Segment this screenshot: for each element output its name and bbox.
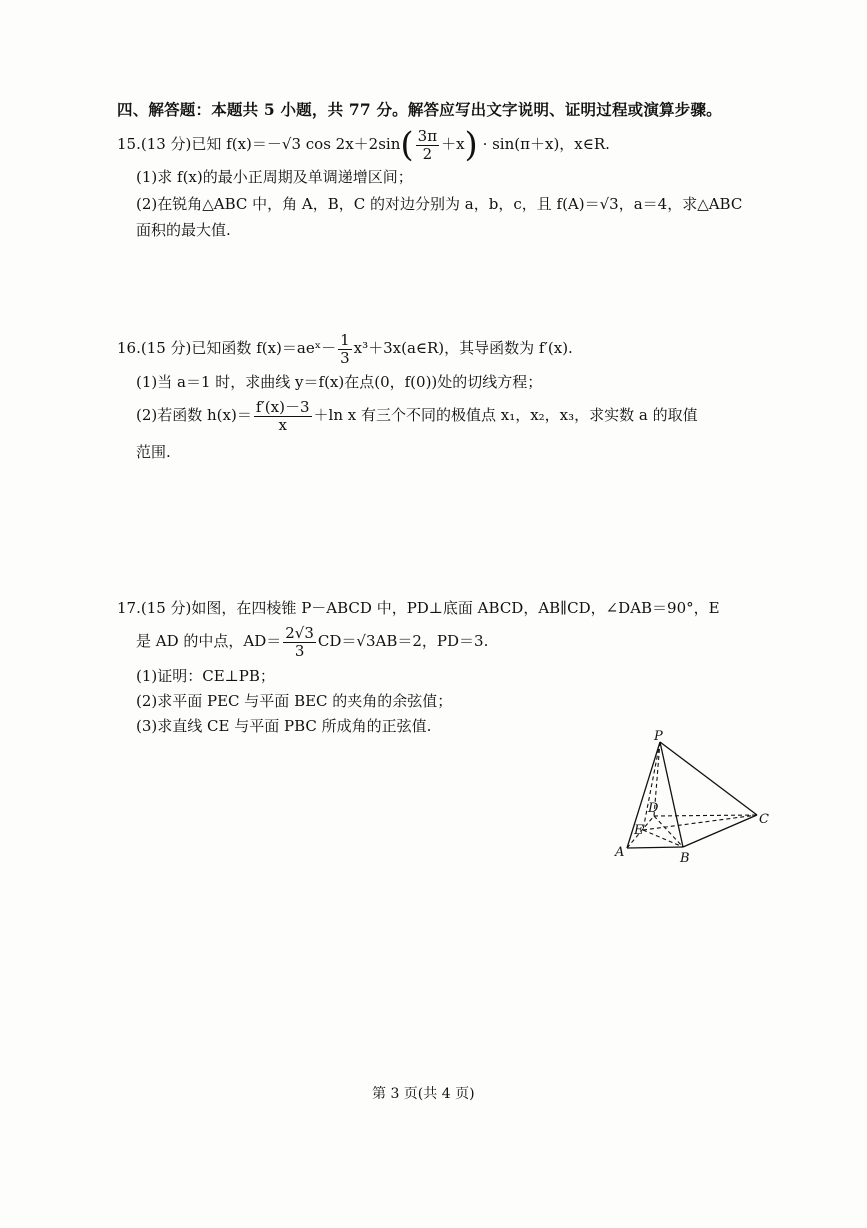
q17-stem-l2a: 是 AD 的中点，AD＝ — [136, 632, 282, 650]
q16-part2-line1 — [136, 399, 698, 433]
q15-frac-num: 3π — [417, 127, 438, 145]
q15-part2-line1: (2)在锐角△ABC 中，角 A，B，C 的对边分别为 a，b，c，且 f(A)＝√3，a＝4，求△ABC — [136, 195, 743, 213]
edge-PE — [643, 742, 660, 830]
label-A: A — [615, 845, 625, 860]
label-B: B — [680, 851, 690, 866]
edge-AB — [627, 847, 683, 848]
q16-stem-a: 已知函数 f(x)＝aeˣ－ — [191, 339, 337, 357]
q17-part3: (3)求直线 CE 与平面 PBC 所成角的正弦值. — [136, 717, 432, 735]
q16-frac-num: 1 — [340, 331, 350, 349]
edge-DC — [654, 815, 757, 816]
q16-part1: (1)当 a＝1 时，求曲线 y＝f(x)在点(0，f(0))处的切线方程； — [136, 373, 543, 391]
edge-PB — [660, 742, 683, 847]
edge-PA — [627, 742, 660, 848]
q16-part2-a: (2)若函数 h(x)＝ — [136, 406, 252, 424]
q17-frac-den: 3 — [294, 641, 305, 660]
page-footer: 第 3 页(共 4 页) — [372, 1086, 475, 1102]
q16-stem-b: x³＋3x(a∈R)，其导函数为 f′(x). — [353, 339, 573, 357]
label-P: P — [654, 729, 663, 744]
q16-part2-fraction — [254, 399, 312, 433]
q17-stem-l1: 如图，在四棱锥 P－ABCD 中，PD⊥底面 ABCD，AB∥CD，∠DAB＝90°，E — [191, 599, 720, 617]
q15-left-paren: ( — [400, 125, 414, 165]
q16-fraction — [338, 332, 352, 366]
edge-PC — [660, 742, 757, 815]
label-C: C — [759, 812, 769, 827]
q15-stem-c: · sin(π＋x)，x∈R. — [482, 135, 610, 153]
q15-stem — [117, 125, 610, 165]
label-E: E — [634, 823, 644, 838]
q15-frac-den: 2 — [422, 144, 433, 163]
q15-part2-line2: 面积的最大值. — [136, 221, 231, 239]
q17-fraction — [283, 625, 316, 659]
q16-part2-b: ＋ln x 有三个不同的极值点 x₁，x₂，x₃，求实数 a 的取值 — [313, 406, 698, 424]
q16-part2-num: f′(x)－3 — [255, 398, 310, 416]
edge-EB — [643, 830, 683, 847]
q15-right-paren: ) — [464, 125, 478, 165]
q17-part1: (1)证明：CE⊥PB； — [136, 667, 275, 685]
q15-number: 15.(13 分) — [117, 135, 192, 153]
q17-stem-line1 — [117, 597, 720, 619]
q16-stem — [117, 332, 573, 366]
q17-part2: (2)求平面 PEC 与平面 BEC 的夹角的余弦值； — [136, 692, 453, 710]
q16-frac-den: 3 — [340, 348, 350, 367]
pyramid-figure — [610, 728, 780, 868]
q16-part2-line2: 范围. — [136, 443, 171, 461]
edge-DB — [654, 816, 683, 847]
q17-stem-line2 — [136, 625, 488, 659]
q16-part2-den: x — [278, 415, 287, 434]
q15-part1: (1)求 f(x)的最小正周期及单调递增区间； — [136, 168, 413, 186]
section-heading: 四、解答题：本题共 5 小题，共 77 分。解答应写出文字说明、证明过程或演算步骤。 — [117, 100, 722, 119]
q16-number: 16.(15 分) — [117, 339, 192, 357]
q17-frac-num: 2√3 — [285, 624, 314, 642]
q15-stem-b: ＋x — [441, 135, 465, 153]
q17-number: 17.(15 分) — [117, 599, 192, 617]
q17-stem-l2b: CD＝√3AB＝2，PD＝3. — [317, 632, 489, 650]
label-D: D — [648, 801, 659, 816]
q15-stem-a: 已知 f(x)＝－√3 cos 2x＋2sin — [191, 135, 401, 153]
q15-fraction — [416, 128, 439, 162]
